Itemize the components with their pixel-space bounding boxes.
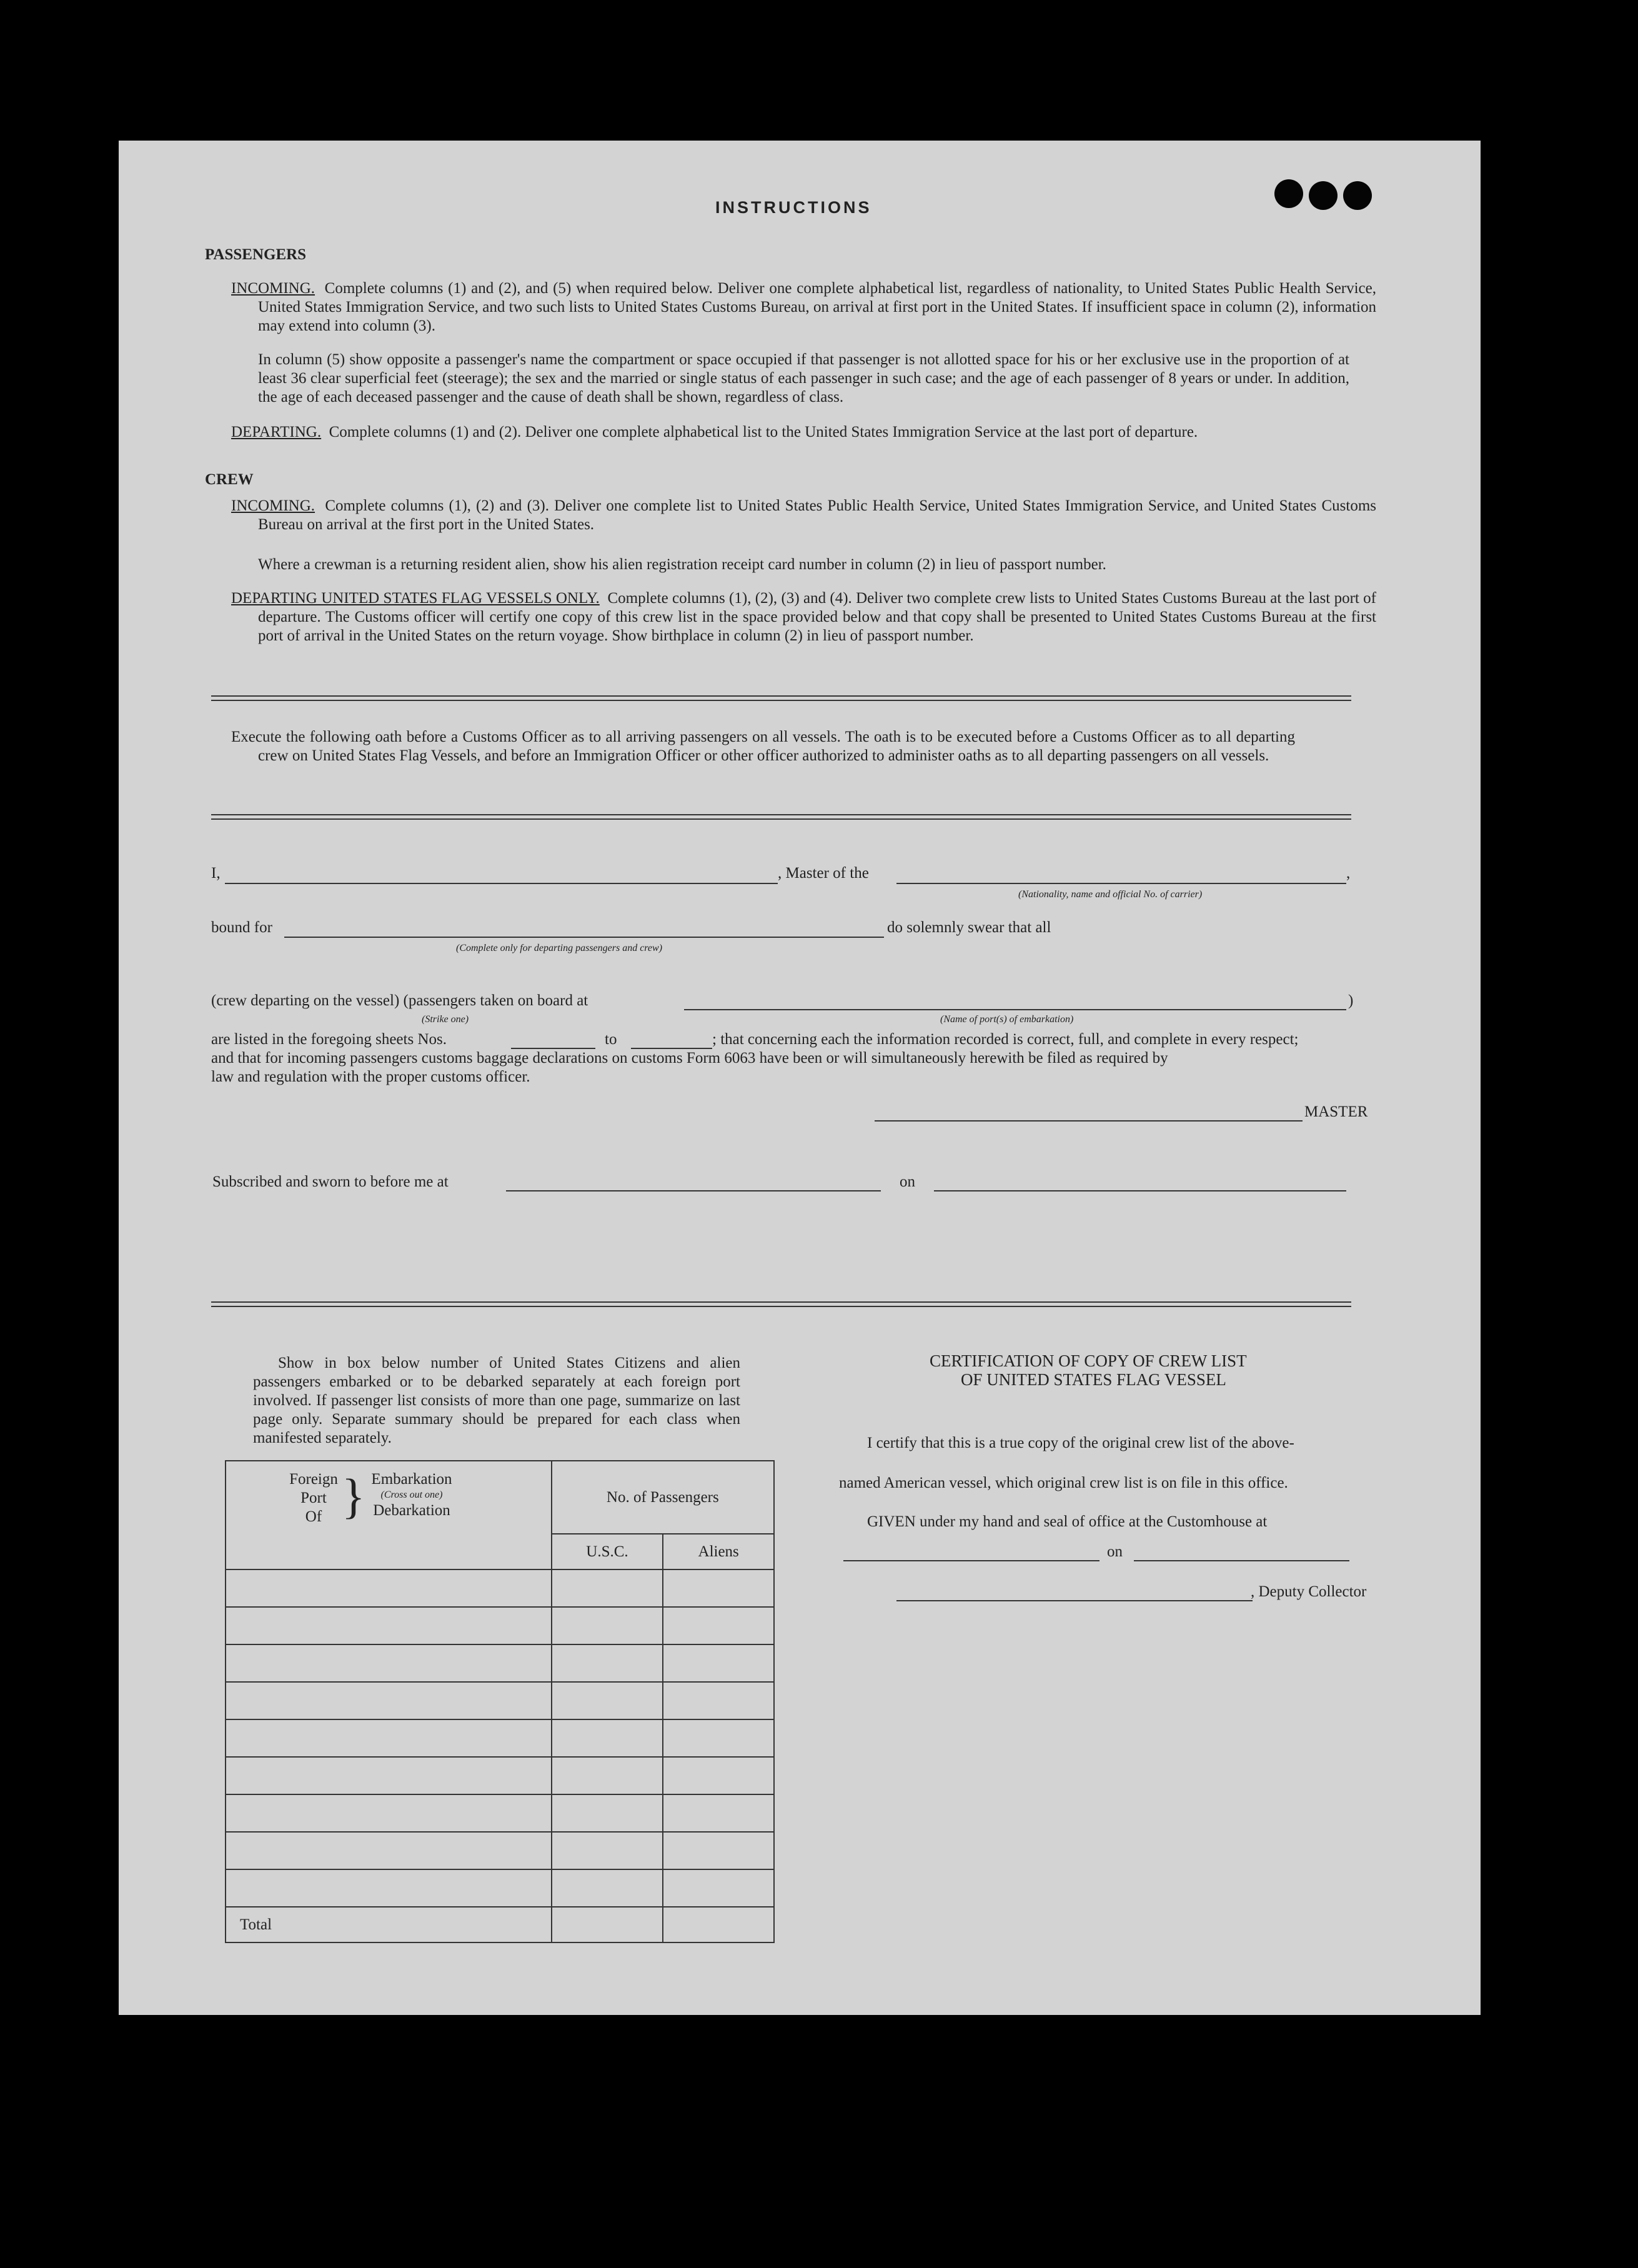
passengers-incoming-paragraph <box>231 279 1376 336</box>
port-cell[interactable] <box>226 1794 552 1832</box>
brace-icon: } <box>342 1469 365 1523</box>
usc-cell[interactable] <box>552 1757 663 1794</box>
oath-listed-a: are listed in the foregoing sheets Nos. <box>211 1031 447 1048</box>
column5-paragraph: In column (5) show opposite a passenger's name the compartment or space occupied if that passenger is not allotted space for his or her exclusive use in the proportion of at least 36 clear superficial feet (steerage); the sex and the married or single status of each passenger in such case; and the age of each passenger of 8 years or under. In addition, the age of each deceased passenger and the cause of death shall be shown, regardless of class. <box>258 351 1349 405</box>
foreign-label: Foreign <box>289 1471 338 1488</box>
oath-line3: law and regulation with the proper customs officer. <box>211 1068 530 1085</box>
crew-incoming-paragraph <box>231 497 1376 534</box>
oath-instruction: Execute the following oath before a Customs Officer as to all arriving passengers on all vessels. The oath is to be executed before a Customs Officer as to all departing crew on United States Flag Vessels, and before an Immigration Officer or other officer authorized to administer oaths as to all departing passengers on all vessels. <box>231 729 1295 764</box>
bound-for-field[interactable] <box>284 937 884 938</box>
oath-listed-b: ; that concerning each the information recorded is correct, full, and complete in every respect; <box>712 1031 1299 1048</box>
oath-i: I, <box>211 865 221 882</box>
passengers-count-header: No. of Passengers <box>552 1461 774 1534</box>
aliens-cell[interactable] <box>663 1682 774 1719</box>
aliens-cell[interactable] <box>663 1832 774 1869</box>
certification-heading-2: OF UNITED STATES FLAG VESSEL <box>961 1370 1226 1389</box>
aliens-cell[interactable] <box>663 1869 774 1907</box>
punch-hole <box>1274 179 1303 208</box>
aliens-header: Aliens <box>663 1534 774 1569</box>
oath-close-paren: ) <box>1348 992 1354 1009</box>
port-cell[interactable] <box>226 1682 552 1719</box>
punch-hole <box>1343 181 1372 210</box>
oath-master-of-the: , Master of the <box>778 865 869 882</box>
debarkation-label: Debarkation <box>373 1502 450 1519</box>
carrier-caption: (Nationality, name and official No. of carrier) <box>1018 889 1203 900</box>
certification-line-1: I certify that this is a true copy of the original crew list of the above- <box>867 1435 1294 1451</box>
certification-heading-1: CERTIFICATION OF COPY OF CREW LIST <box>930 1351 1247 1370</box>
aliens-total-cell[interactable] <box>663 1907 774 1942</box>
oath-swear: do solemnly swear that all <box>887 919 1051 936</box>
form-page <box>119 141 1481 2015</box>
passengers-heading: PASSENGERS <box>205 246 307 263</box>
passengers-incoming-text: Complete columns (1) and (2), and (5) when required below. Deliver one complete alphabetical list, regardless of nationality, to United States Public Health Service, United States Immigration Service, and two such lists to United States Customs Bureau, on arrival at first port in the United States. If insufficient space in column (2), information may extend into column (3). <box>258 280 1377 334</box>
summary-instruction: Show in box below number of United States Citizens and alien passengers embarked or to be debarked separately at each foreign port involved. If passenger list consists of more than one page, summarize on last page only. Separate summary should be prepared for each class when manifested separately. <box>253 1355 740 1446</box>
divider <box>211 695 1351 701</box>
aliens-cell[interactable] <box>663 1794 774 1832</box>
oath-bound-for: bound for <box>211 919 272 936</box>
usc-cell[interactable] <box>552 1682 663 1719</box>
deputy-collector-signature-field[interactable] <box>896 1600 1253 1601</box>
certification-on: on <box>1107 1543 1123 1560</box>
customhouse-field[interactable] <box>843 1560 1099 1561</box>
usc-cell[interactable] <box>552 1644 663 1682</box>
oath-to: to <box>605 1031 617 1048</box>
certification-deputy: , Deputy Collector <box>1251 1583 1367 1600</box>
of-label: Of <box>305 1508 322 1525</box>
crew-departing-text: Complete columns (1), (2), (3) and (4). Deliver two complete crew lists to United States Customs Bureau at the last port of departure. The Customs officer will certify one copy of this crew list in the space provided below and that copy shall be presented to United States Customs Bureau at the first port of arrival in the United States on the return voyage. Show birthplace in column (2) in lieu of passport number. <box>258 590 1376 644</box>
divider <box>211 814 1351 820</box>
ports-caption: (Name of port(s) of embarkation) <box>940 1014 1074 1025</box>
aliens-cell[interactable] <box>663 1644 774 1682</box>
usc-cell[interactable] <box>552 1794 663 1832</box>
port-cell[interactable] <box>226 1569 552 1607</box>
oath-master-label: MASTER <box>1304 1103 1368 1120</box>
usc-cell[interactable] <box>552 1869 663 1907</box>
crew-departing-paragraph <box>231 589 1376 645</box>
aliens-cell[interactable] <box>663 1757 774 1794</box>
aliens-cell[interactable] <box>663 1607 774 1644</box>
passengers-departing-paragraph <box>231 423 1349 442</box>
port-cell[interactable] <box>226 1757 552 1794</box>
divider <box>211 1301 1351 1307</box>
usc-total-cell[interactable] <box>552 1907 663 1942</box>
oath-crew-departing: (crew departing on the vessel) (passengers taken on board at <box>211 992 588 1009</box>
port-cell[interactable] <box>226 1719 552 1757</box>
port-cell[interactable] <box>226 1869 552 1907</box>
oath-on: on <box>900 1173 915 1190</box>
crew-incoming-text: Complete columns (1), (2) and (3). Deliver one complete list to United States Public Health Service, United States Immigration Service, and United States Customs Bureau on arrival at the first port in the United States. <box>258 497 1376 533</box>
oath-line2: and that for incoming passengers customs baggage declarations on customs Form 6063 have been or will simultaneously herewith be filed as required by <box>211 1050 1168 1067</box>
sworn-place-field[interactable] <box>506 1190 881 1191</box>
usc-header: U.S.C. <box>552 1534 663 1569</box>
aliens-cell[interactable] <box>663 1719 774 1757</box>
oath-subscribed: Subscribed and sworn to before me at <box>212 1173 449 1190</box>
punch-hole <box>1309 181 1338 210</box>
port-header-cell <box>226 1461 552 1569</box>
total-label: Total <box>226 1907 552 1942</box>
oath-comma: , <box>1346 865 1351 882</box>
crew-incoming-label: INCOMING. <box>231 497 315 514</box>
strike-one-caption: (Strike one) <box>422 1014 469 1025</box>
usc-cell[interactable] <box>552 1832 663 1869</box>
port-label: Port <box>300 1490 327 1506</box>
passengers-departing-text: Complete columns (1) and (2). Deliver one complete alphabetical list to the United States Immigration Service at the last port of departure. <box>329 424 1198 440</box>
usc-cell[interactable] <box>552 1719 663 1757</box>
certification-line-2: named American vessel, which original crew list is on file in this office. <box>839 1475 1288 1491</box>
aliens-cell[interactable] <box>663 1569 774 1607</box>
crew-departing-label: DEPARTING UNITED STATES FLAG VESSELS ONLY. <box>231 590 600 607</box>
port-cell[interactable] <box>226 1644 552 1682</box>
passengers-departing-label: DEPARTING. <box>231 424 322 440</box>
page-title: INSTRUCTIONS <box>715 198 872 217</box>
master-name-field[interactable] <box>225 883 778 884</box>
sworn-date-field[interactable] <box>934 1190 1346 1191</box>
port-cell[interactable] <box>226 1607 552 1644</box>
usc-cell[interactable] <box>552 1569 663 1607</box>
crew-alien-paragraph: Where a crewman is a returning resident alien, show his alien registration receipt card number in column (2) in lieu of passport number. <box>258 556 1106 573</box>
crew-heading: CREW <box>205 471 254 488</box>
usc-cell[interactable] <box>552 1607 663 1644</box>
master-signature-field[interactable] <box>875 1120 1303 1122</box>
summary-table <box>225 1460 775 1943</box>
embarkation-label: Embarkation <box>371 1471 452 1488</box>
certification-line-3: GIVEN under my hand and seal of office at the Customhouse at <box>867 1513 1268 1530</box>
certification-date-field[interactable] <box>1134 1560 1349 1561</box>
bound-caption: (Complete only for departing passengers and crew) <box>456 943 663 953</box>
cross-out-label: (Cross out one) <box>380 1490 443 1500</box>
port-cell[interactable] <box>226 1832 552 1869</box>
passengers-incoming-label: INCOMING. <box>231 280 315 297</box>
carrier-field[interactable] <box>896 883 1346 884</box>
